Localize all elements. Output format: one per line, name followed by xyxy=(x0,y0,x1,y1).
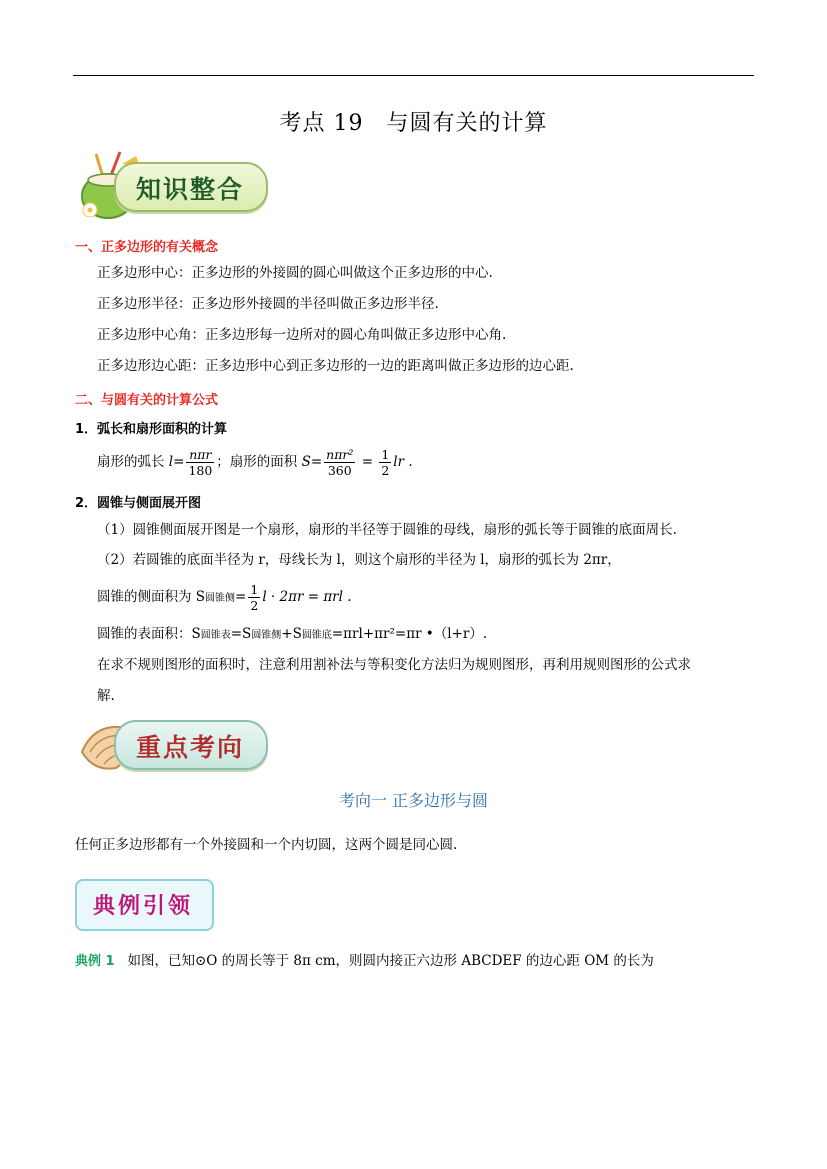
half-fraction xyxy=(248,582,260,613)
formula-text: +S xyxy=(281,626,302,642)
area-fraction xyxy=(324,447,355,478)
fraction-numerator: 1 xyxy=(381,447,390,462)
fraction-numerator: nπr xyxy=(186,447,214,463)
subscript: 圆锥底 xyxy=(301,630,332,641)
subscript: 圆锥侧 xyxy=(251,630,282,641)
direction-heading: 考向一 正多边形与圆 xyxy=(338,791,489,810)
definition-line: 正多边形中心角：正多边形每一边所对的圆心角叫做正多边形中心角. xyxy=(97,327,507,343)
half-fraction xyxy=(379,447,391,478)
example-label: 典例 1 xyxy=(75,954,115,969)
formula-text: =πrl+πr²=πr •（l+r）. xyxy=(331,626,488,642)
formula-text: 扇形的弧长 xyxy=(97,454,169,470)
example-tag-text: 典例引领 xyxy=(93,893,194,919)
formula-var: l xyxy=(168,454,174,470)
section1-heading: 一、正多边形的有关概念 xyxy=(75,240,219,255)
fraction-numerator: nπr² xyxy=(326,447,354,462)
fraction-denominator: 180 xyxy=(188,463,213,478)
fraction-denominator: 2 xyxy=(250,598,259,613)
direction-text: 任何正多边形都有一个外接圆和一个内切圆，这两个圆是同心圆. xyxy=(75,837,458,853)
formula-text: l · 2πr = πrl . xyxy=(262,589,352,605)
formula-text: 圆锥的侧面积为 S xyxy=(97,589,206,605)
fraction-denominator: 360 xyxy=(327,463,352,478)
fraction-denominator: 2 xyxy=(381,463,390,478)
header-rule xyxy=(73,75,754,76)
lateral-area-formula: 圆锥的侧面积为 S圆锥侧= $\frac{1}{2}$ l · 2πr = πrl . xyxy=(97,582,352,613)
irregular-line: 解. xyxy=(97,688,115,704)
fraction-numerator: 1 xyxy=(250,582,259,597)
example-question: 如图，已知⊙O 的周长等于 8π cm，则圆内接正六边形 ABCDEF 的边心距 OM 的长为 xyxy=(127,953,654,969)
formula-text: =S xyxy=(230,626,252,642)
key-directions-banner xyxy=(76,708,272,778)
arc-fraction xyxy=(186,447,214,478)
cone-line: （2）若圆锥的底面半径为 r，母线长为 l，则这个扇形的半径为 l，扇形的弧长为 2πr， xyxy=(97,552,621,568)
formula-text: ；扇形的面积 xyxy=(216,454,302,470)
subscript: 圆锥侧 xyxy=(205,593,236,604)
page-title: 考点 19 与圆有关的计算 xyxy=(279,111,548,136)
formula-var: S xyxy=(301,454,311,470)
arc-area-formula: 扇形的弧长 l= $\frac{\text{nπr}}{180}$ ；扇形的面积 S= $\frac{\text{nπr²}}{360}$ = $\frac{1}{2}$ lr . xyxy=(97,447,413,478)
definition-line: 正多边形边心距：正多边形中心到正多边形的一边的距离叫做正多边形的边心距. xyxy=(97,358,574,374)
knowledge-banner-text: 知识整合 xyxy=(136,175,245,204)
surface-area-formula xyxy=(97,624,487,646)
definition-line: 正多边形中心：正多边形的外接圆的圆心叫做这个正多边形的中心. xyxy=(97,265,493,281)
irregular-line: 在求不规则图形的面积时，注意利用割补法与等积变化方法归为规则图形，再利用规则图形的公式求 xyxy=(97,657,691,673)
subheading-cone: 2．圆锥与侧面展开图 xyxy=(75,496,202,511)
key-directions-banner-text: 重点考向 xyxy=(136,733,245,762)
formula-var: lr xyxy=(393,454,405,470)
subheading-arc: 1．弧长和扇形面积的计算 xyxy=(75,422,228,437)
section2-heading: 二、与圆有关的计算公式 xyxy=(75,393,219,408)
definition-line: 正多边形半径：正多边形外接圆的半径叫做正多边形半径. xyxy=(97,296,439,312)
formula-text: 圆锥的表面积：S xyxy=(97,626,201,642)
example-1 xyxy=(75,951,654,972)
subscript: 圆锥表 xyxy=(200,630,231,641)
knowledge-banner xyxy=(76,150,272,220)
cone-line: （1）圆锥侧面展开图是一个扇形，扇形的半径等于圆锥的母线，扇形的弧长等于圆锥的底面周长. xyxy=(97,522,677,538)
example-tag xyxy=(75,879,214,931)
